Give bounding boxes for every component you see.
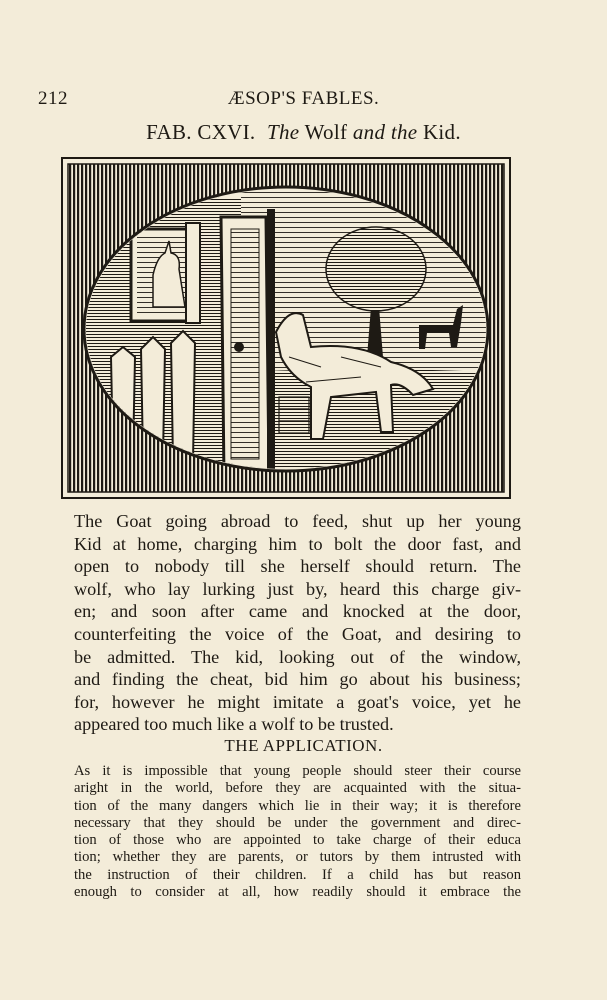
fable-title-kid: Kid. [422, 120, 461, 144]
fable-line: counterfeiting the voice of the Goat, and desiring to [74, 623, 521, 644]
application-text [74, 763, 521, 901]
application-line: tion of those who are appointed to take charge of their educa [74, 832, 521, 849]
page-number: 212 [38, 88, 68, 109]
fable-line: Kid at home, charging him to bolt the door fast, and [74, 533, 521, 554]
fable-line: be admitted. The kid, looking out of the window, [74, 646, 521, 667]
fable-title [0, 120, 607, 145]
application-line: enough to consider at all, how readily should it embrace the [74, 884, 521, 901]
application-heading: THE APPLICATION. [224, 736, 383, 755]
fable-text [74, 510, 521, 736]
application-line: tion of the many dangers which lie in their way; it is therefore [74, 797, 521, 814]
book-title: ÆSOP'S FABLES. [227, 88, 380, 109]
woodcut-illustration [61, 157, 511, 499]
fable-title-the: The [267, 120, 300, 144]
woodcut-wolf-and-kid [61, 157, 511, 499]
fable-line: open to nobody till she herself should return. The [74, 556, 521, 577]
application-line: As it is impossible that young people should steer their course [74, 763, 521, 779]
fable-line: appeared too much like a wolf to be trusted. [74, 714, 394, 735]
fable-title-the2: the [390, 120, 418, 144]
running-head [38, 88, 569, 112]
application-line: the instruction of their children. If a child has but reason [74, 866, 521, 883]
fable-title-and: and [352, 120, 386, 144]
fable-line: for, however he might imitate a goat's voice, yet he [74, 691, 521, 712]
fable-line: The Goat going abroad to feed, shut up her young [74, 511, 521, 531]
application-line: necessary that they should be under the government and direc- [74, 814, 521, 831]
fable-line: en; and soon after came and knocked at the door, [74, 601, 521, 622]
application-line: aright in the world, before they are acquainted with the situa- [74, 780, 521, 797]
application-line: tion; whether they are parents, or tutors by them intrusted with [74, 849, 521, 866]
fable-title-wolf: Wolf [304, 120, 348, 144]
fable-line: and finding the cheat, bid him go about his business; [74, 669, 521, 690]
fable-number: FAB. CXVI. [146, 120, 256, 144]
fable-line: wolf, who lay lurking just by, heard this charge giv- [74, 578, 521, 599]
